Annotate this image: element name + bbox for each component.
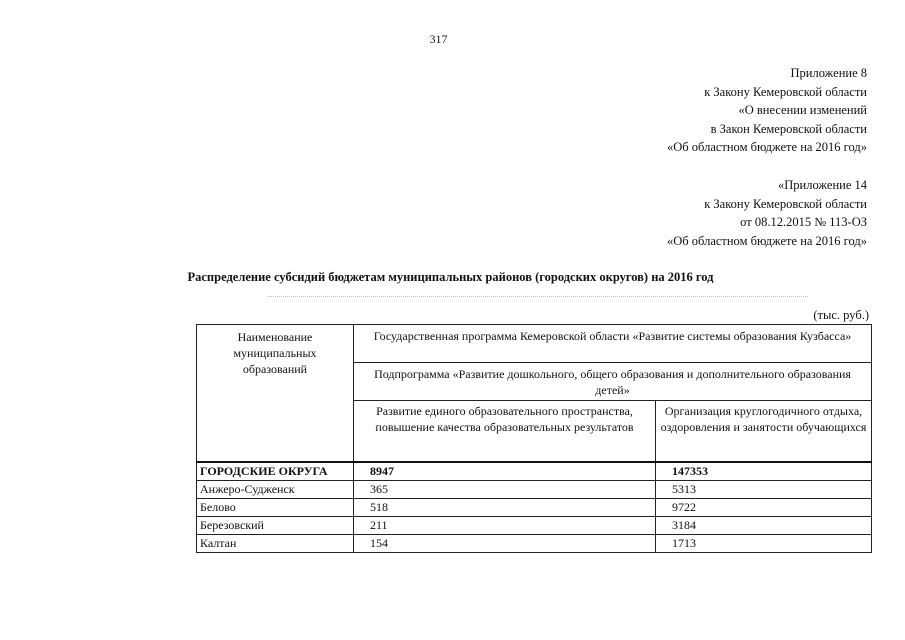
row-name: Калтан [197,535,354,553]
appendix-header [667,64,867,157]
header-education-space [354,401,656,463]
table-row-total [197,462,872,481]
appendix-header-line: Приложение 8 [790,66,867,80]
appendix-reference-line: «Приложение 14 [778,178,867,192]
row-value-recreation: 5313 [656,481,872,499]
header-subprogram-label: Подпрограмма «Развитие дошкольного, общего образования и дополнительного образования детей» [374,367,851,397]
header-program-label: Государственная программа Кемеровской области «Развитие системы образования Кузбасса» [373,329,852,343]
header-education-space-label: Развитие единого образовательного пространства, повышение качества образовательных результатов [375,404,634,434]
document-title: Распределение субсидий бюджетам муниципальных районов (городских округов) на 2016 год [187,270,714,284]
row-name: ГОРОДСКИЕ ОКРУГА [197,462,354,481]
row-value-education: 154 [354,535,656,553]
row-value-education: 8947 [354,462,656,481]
units-label: (тыс. руб.) [813,308,869,322]
header-recreation [656,401,872,463]
table-row [197,517,872,535]
row-value-education: 518 [354,499,656,517]
row-value-recreation: 3184 [656,517,872,535]
table-header-row [197,325,872,363]
title-rule [268,296,808,297]
row-name: Анжеро-Судженск [197,481,354,499]
table-row [197,499,872,517]
appendix-reference-line: к Закону Кемеровской области [704,196,867,211]
table-row [197,481,872,499]
table-row [197,535,872,553]
appendix-reference-line: «Об областном бюджете на 2016 год» [667,233,867,248]
row-name: Белово [197,499,354,517]
appendix-header-line: к Закону Кемеровской области [704,84,867,99]
row-value-recreation: 147353 [656,462,872,481]
appendix-header-line: «О внесении изменений [738,103,867,117]
row-value-recreation: 9722 [656,499,872,517]
row-value-education: 211 [354,517,656,535]
appendix-header-line: в Закон Кемеровской области [710,121,867,136]
header-subprogram [354,363,872,401]
row-value-recreation: 1713 [656,535,872,553]
header-municipality [197,325,354,463]
appendix-reference-line: от 08.12.2015 № 113-ОЗ [740,215,867,229]
page-number: 317 [429,32,448,46]
subsidy-table [196,324,872,553]
row-name: Березовский [197,517,354,535]
appendix-reference [667,176,867,250]
header-program [354,325,872,363]
header-recreation-label: Организация круглогодичного отдыха, оздоровления и занятости обучающихся [660,404,867,434]
appendix-header-line: «Об областном бюджете на 2016 год» [667,140,867,154]
row-value-education: 365 [354,481,656,499]
header-municipality-label: Наименование муниципальных образований [233,330,317,376]
